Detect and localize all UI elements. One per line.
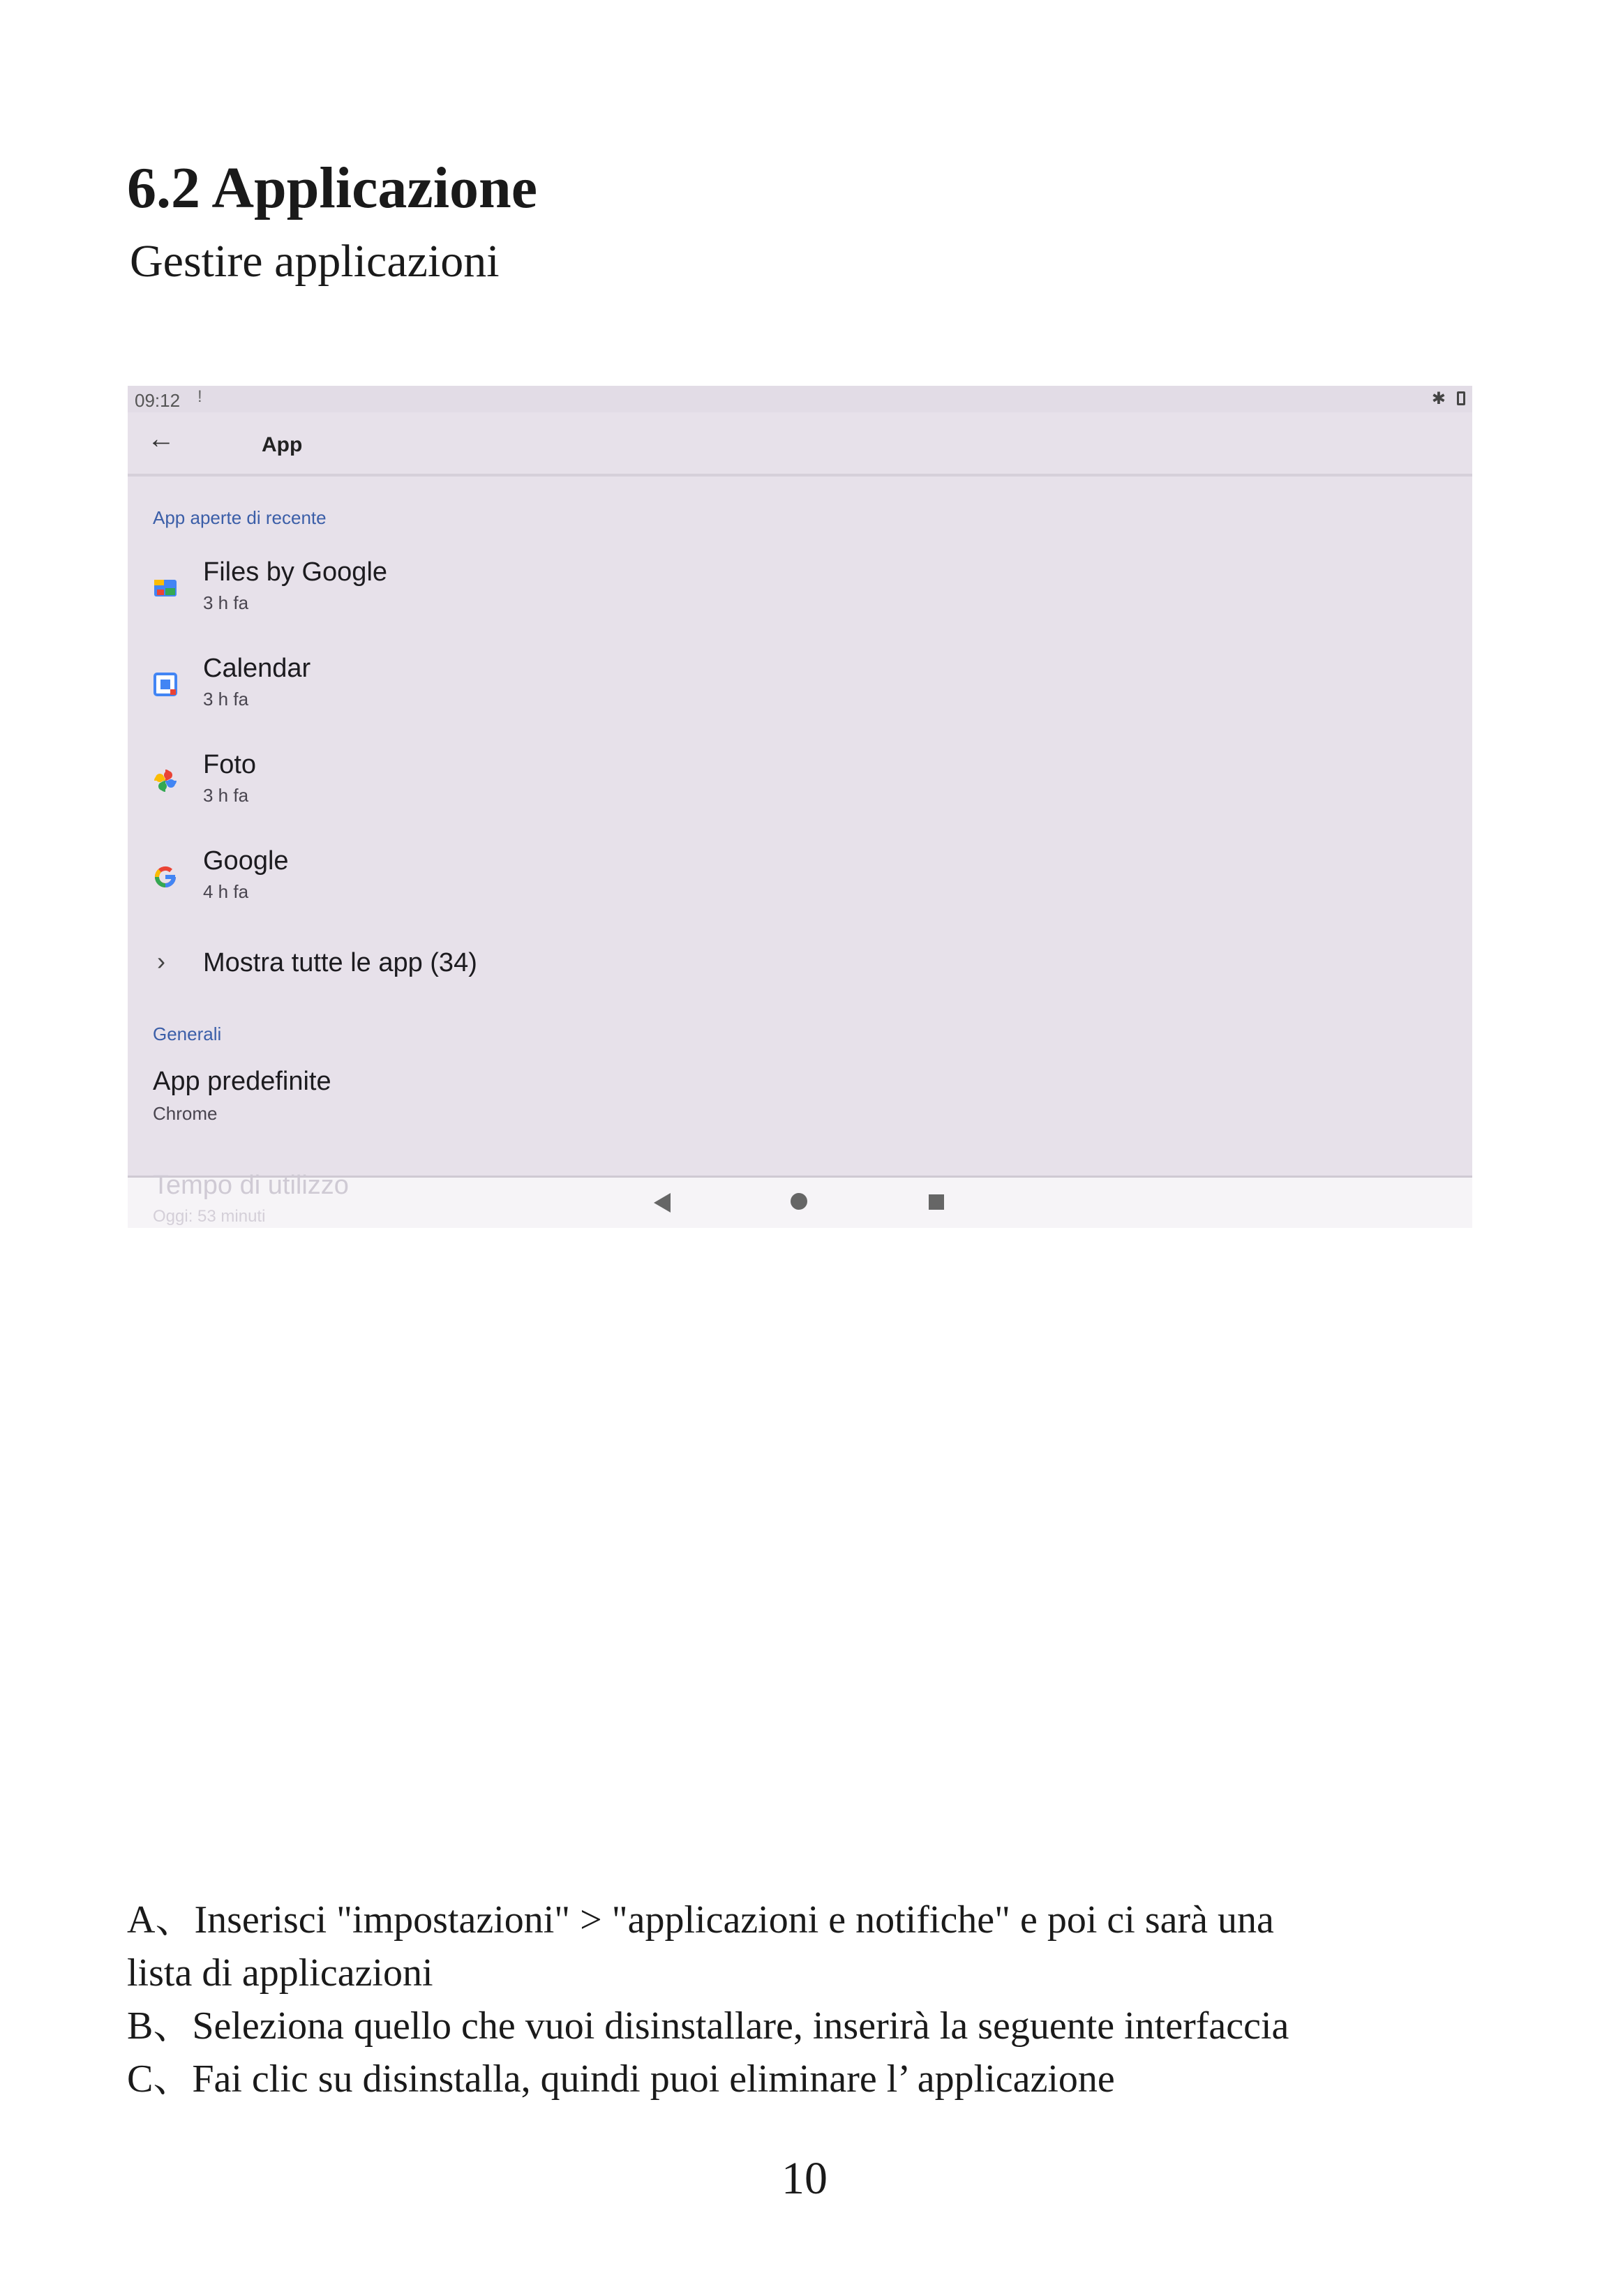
recent-app-files[interactable] — [128, 553, 1472, 637]
default-apps-subtitle: Chrome — [153, 1103, 218, 1124]
battery-icon — [1457, 391, 1465, 405]
nav-recents-icon[interactable] — [929, 1194, 944, 1210]
app-name: Foto — [203, 750, 257, 779]
screen-time-subtitle: Oggi: 53 minuti — [153, 1207, 266, 1226]
status-time: 09:12 — [135, 390, 181, 411]
navigation-bar — [128, 1171, 1472, 1228]
calendar-icon — [153, 672, 178, 697]
app-bar — [128, 412, 1472, 477]
google-icon — [153, 864, 178, 890]
instruction-a-line2: lista di applicazioni — [127, 1951, 433, 1995]
chevron-right-icon: › — [157, 947, 165, 975]
app-last-used: 3 h fa — [203, 592, 249, 613]
section-header-general: Generali — [153, 1023, 222, 1044]
instruction-b: B、Seleziona quello che vuoi disinstallare, inserirà la seguente interfaccia — [127, 2004, 1289, 2048]
instruction-c: C、Fai clic su disinstalla, quindi puoi eliminare l’ applicazione — [127, 2057, 1115, 2101]
page-heading: 6.2 Applicazione — [127, 156, 538, 220]
photos-icon — [153, 768, 178, 793]
status-bar — [128, 386, 1472, 412]
notification-icon: ! — [197, 387, 202, 406]
recent-app-calendar[interactable] — [128, 650, 1472, 733]
default-apps-title: App predefinite — [153, 1067, 331, 1096]
app-name: Google — [203, 846, 289, 876]
app-name: Files by Google — [203, 557, 388, 587]
files-icon — [153, 576, 178, 601]
back-arrow-icon[interactable]: ← — [147, 423, 175, 454]
page-number: 10 — [781, 2153, 828, 2204]
nav-home-icon[interactable] — [791, 1193, 807, 1210]
recent-app-foto[interactable] — [128, 746, 1472, 830]
app-last-used: 3 h fa — [203, 689, 249, 710]
screen-time-title: Tempo di utilizzo — [153, 1171, 349, 1200]
section-header-recent: App aperte di recente — [153, 507, 327, 528]
bluetooth-icon: ✱ — [1431, 389, 1446, 408]
screen-title: App — [262, 433, 303, 456]
page-subheading: Gestire applicazioni — [130, 236, 500, 287]
app-name: Calendar — [203, 654, 311, 683]
default-apps-row[interactable] — [128, 1063, 1472, 1139]
app-settings-screenshot — [128, 386, 1472, 1228]
show-all-apps-row[interactable] — [128, 938, 1472, 994]
app-last-used: 3 h fa — [203, 785, 249, 806]
show-all-apps-label: Mostra tutte le app (34) — [203, 948, 477, 977]
app-last-used: 4 h fa — [203, 881, 249, 902]
instruction-a-line1: A、Inserisci "impostazioni" > "applicazioni e notifiche" e poi ci sarà una — [127, 1898, 1274, 1942]
nav-back-icon[interactable] — [654, 1193, 671, 1213]
recent-app-google[interactable] — [128, 842, 1472, 926]
